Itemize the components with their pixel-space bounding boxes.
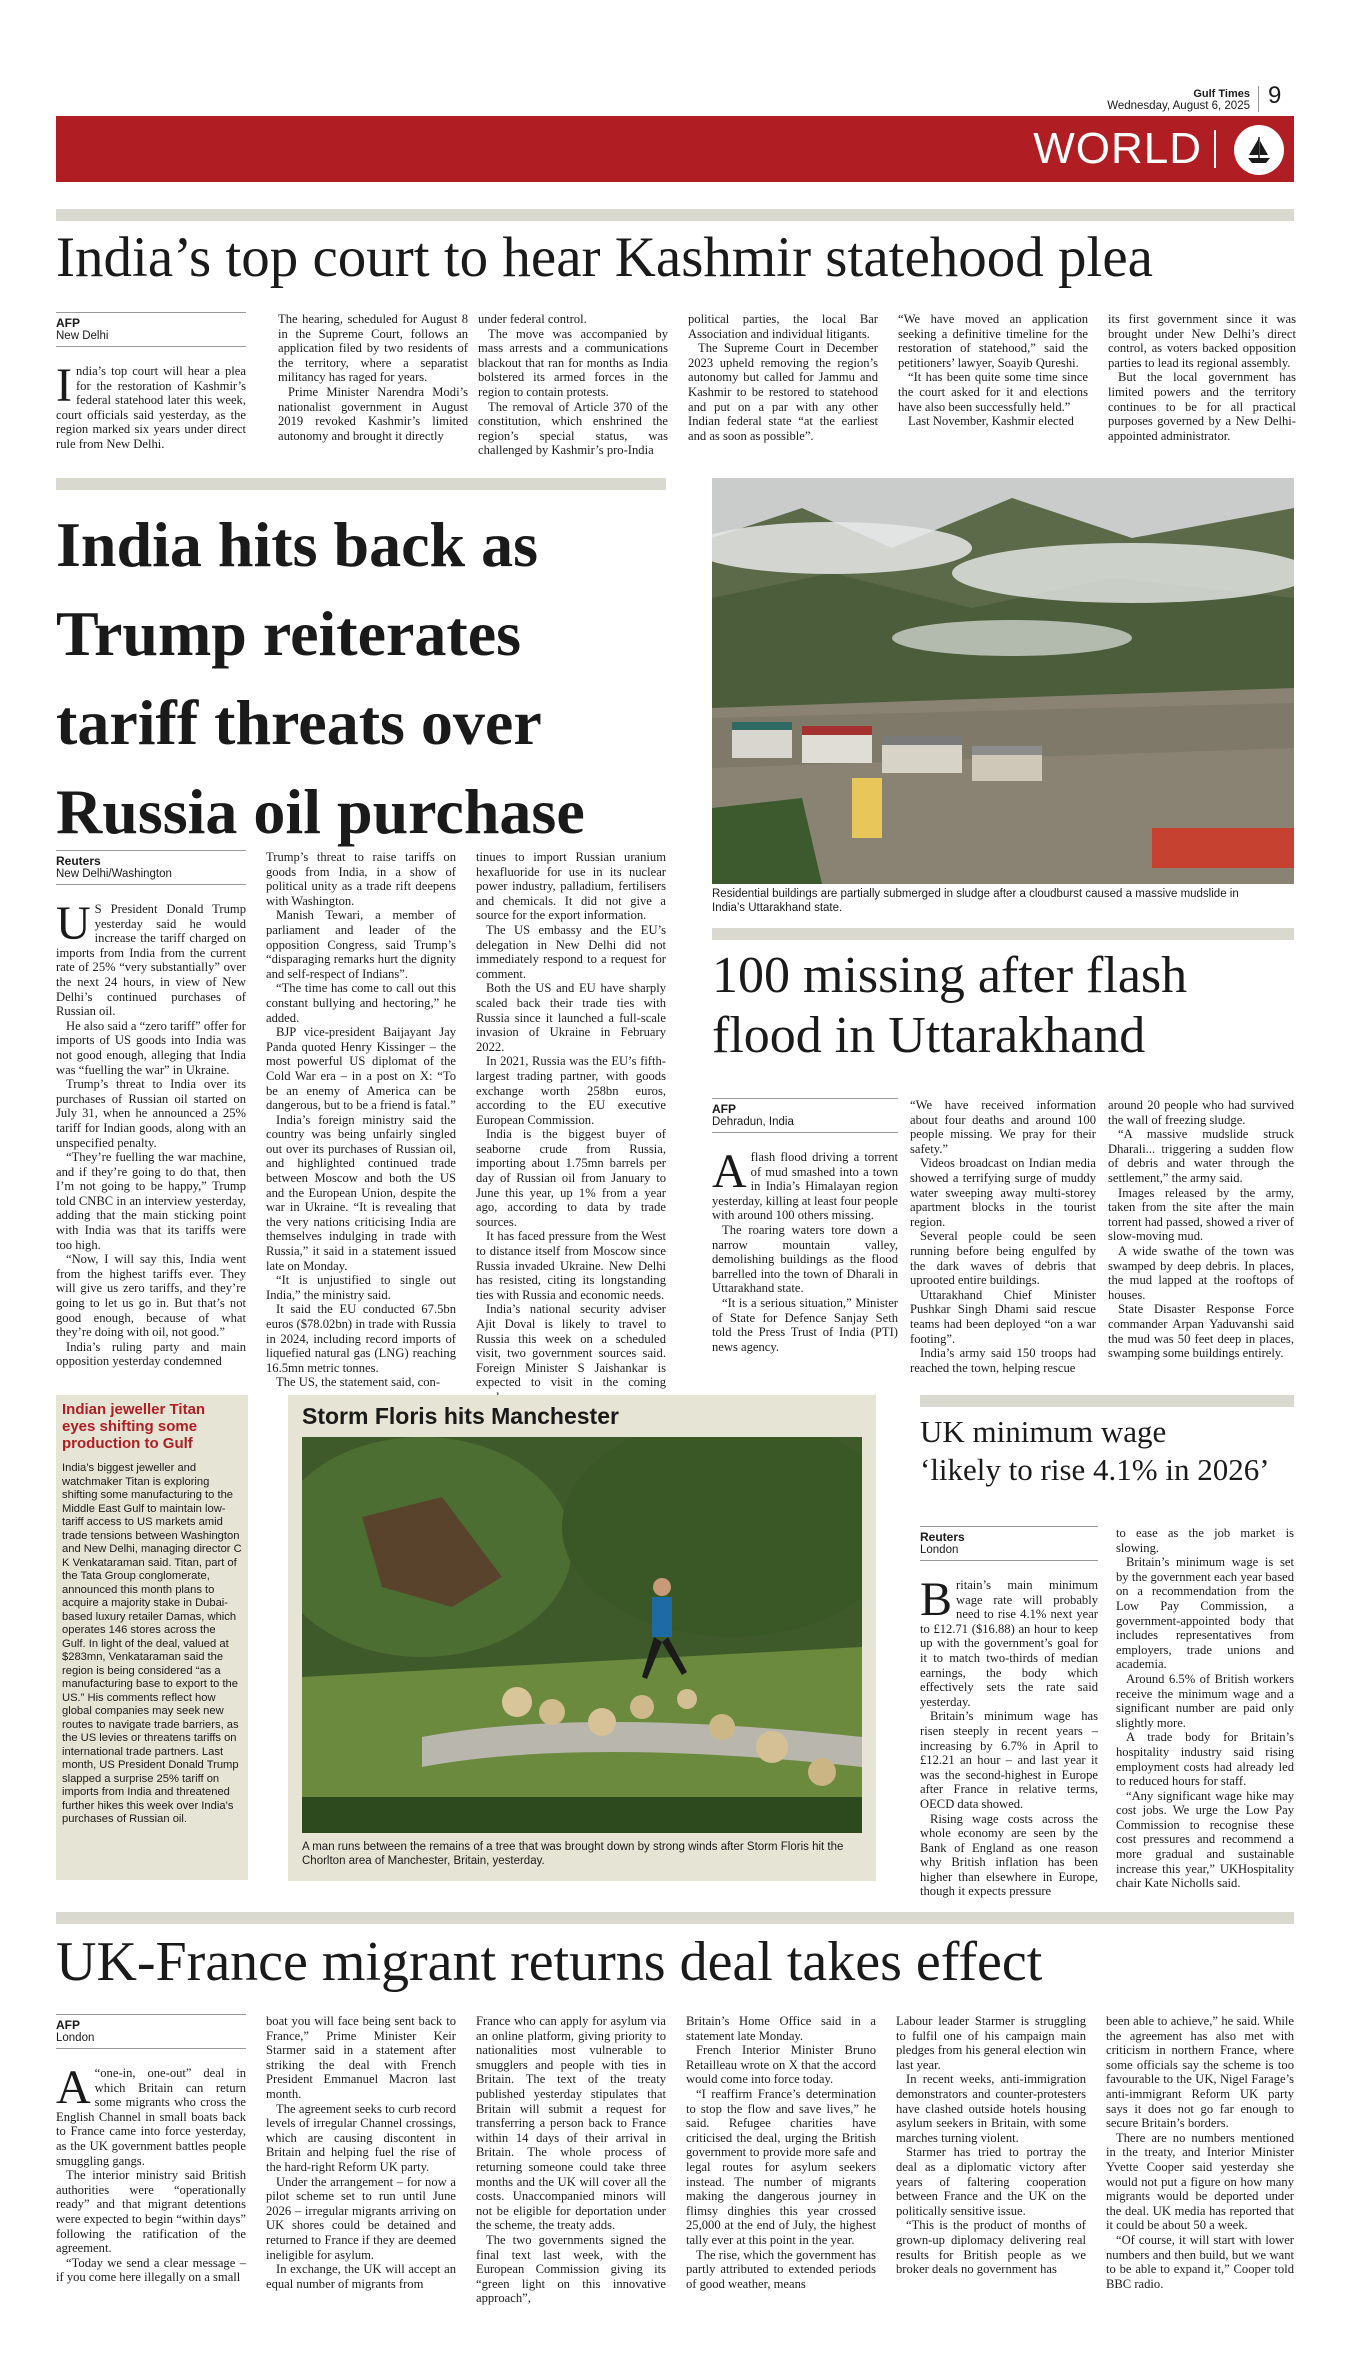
article-column: [56, 2061, 246, 2285]
section-band: [56, 116, 1294, 182]
article-column: [56, 897, 246, 1369]
paragraph: tinues to import Russian uranium hexafluoride for use in its nuclear power industry, palladium, fertilisers and chemicals. It did not give a source for the export information.: [476, 850, 666, 923]
paragraph: The two governments signed the final text last week, with the European Commission giving its “green light on this innovative approach”,: [476, 2232, 666, 2306]
paragraph: The US, the statement said, con-: [276, 1375, 441, 1390]
paragraph: “It is unjustified to single out India,” the ministry said.: [266, 1273, 456, 1302]
paragraph: In exchange, the UK will accept an equal number of migrants from: [266, 2262, 456, 2291]
paragraph: A trade body for Britain’s hospitality industry said rising employment costs had already led to reduced hours for staff.: [1116, 1730, 1294, 1789]
paragraph: But the local government has limited powers and the territory continues to be for all practical purposes governed by a New Delhi-appointed administrator.: [1108, 370, 1296, 443]
article-column: [476, 2014, 666, 2306]
paragraph: “It is a serious situation,” Minister of State for Defence Sanjay Seth told the Press Trust of India (PTI) news agency.: [712, 1295, 898, 1354]
headline-wage: [920, 1413, 1300, 1489]
paragraph: “It has been quite some time since the court asked for it and elections have also been successfully held.”: [898, 370, 1088, 414]
article-column: [1116, 1526, 1294, 1891]
paragraph: BJP vice-president Baijayant Jay Panda quoted Henry Kissinger – the most powerful US diplomat of the Cold War era – in a post on X: “To be an enemy of America can be dangerous, but to be a friend is fatal.”: [266, 1025, 456, 1113]
paragraph: “Of course, it will start with lower numbers and then build, but we want to be able to expand it,” Cooper told BBC radio.: [1106, 2232, 1294, 2291]
paragraph: “The time has come to call out this constant bullying and hectoring,” he added.: [266, 981, 456, 1025]
paragraph: political parties, the local Bar Association and individual litigants.: [688, 312, 878, 341]
paragraph: French Interior Minister Bruno Retailleau wrote on X that the accord would come into force today.: [686, 2043, 876, 2087]
article-column: [910, 1098, 1096, 1375]
article-column: [686, 2014, 876, 2291]
paragraph: The rise, which the government has partly attributed to extended periods of good weather, means: [686, 2247, 876, 2291]
paragraph: The roaring waters tore down a narrow mountain valley, demolishing buildings as the flood barrelled into the town of Dharali in Uttarakhand state.: [712, 1222, 898, 1296]
article-column: [920, 1573, 1098, 1899]
paragraph: Trump’s threat to raise tariffs on goods from India, in a show of political unity as a trade rift deepens with Washington.: [266, 850, 456, 908]
drop-cap: B: [920, 1573, 953, 1626]
byline-agency: Reuters: [920, 1530, 965, 1544]
headline-flood: 100 missing after flash flood in Uttarakhand: [712, 947, 1188, 1064]
article-column: [898, 312, 1088, 429]
paragraph: Uttarakhand Chief Minister Pushkar Singh Dhami said rescue teams had been deployed “on a war footing”.: [910, 1287, 1096, 1346]
article-column: [712, 1145, 898, 1354]
paragraph: The Supreme Court in December 2023 upheld removing the region’s autonomy but called for Jammu and Kashmir to be restored to statehood and put on a par with any other Indian federal state “at the earliest and as soon as possible”.: [688, 341, 878, 443]
section-title: WORLD: [1033, 124, 1202, 173]
paragraph: “Today we send a clear message – if you come here illegally on a small: [56, 2255, 246, 2285]
paragraph: to ease as the job market is slowing.: [1116, 1526, 1294, 1555]
flood-photo-caption: Residential buildings are partially submerged in sludge after a cloudburst caused a massive mudslide in India’s Uttarakhand state.: [712, 888, 1239, 914]
paragraph: its first government since it was brought under New Delhi’s direct control, as voters backed opposition parties to lead its regional assembly.: [1108, 312, 1296, 370]
headline-titan: Indian jeweller Titan eyes shifting some production to Gulf: [62, 1401, 206, 1452]
paragraph: Britain’s minimum wage has risen steeply in recent years – increasing by 6.7% in April to £12.21 an hour – and last year it was the second-highest in Europe after France in relative terms, OECD data showed.: [920, 1709, 1098, 1811]
article-column: [896, 2014, 1086, 2277]
paragraph: It said the EU conducted 67.5bn euros ($78.02bn) in trade with Russia in 2024, including record imports of liquefied natural gas (LNG) reaching 16.5mn metric tonnes.: [266, 1302, 456, 1375]
paragraph: been able to achieve,” he said. While the agreement has also met with criticism in northern France, where some officials say the scheme is too favourable to the UK, Nigel Farage’s anti-immigrant Reform UK party says it does not go far enough to secure Britain’s borders.: [1106, 2014, 1294, 2131]
article-column: [688, 312, 878, 443]
byline-flood: [712, 1098, 898, 1133]
paragraph: boat you will face being sent back to France,” Prime Minister Keir Starmer said in a statement after striking the deal with French President Emmanuel Macron last month.: [266, 2014, 456, 2101]
article-column: [266, 850, 456, 1390]
paragraph: Starmer has tried to portray the deal as a diplomatic victory after years of faltering cooperation between France and the UK on the politically sensitive issue.: [896, 2145, 1086, 2218]
paragraph: Rising wage costs across the whole economy are seen by the Bank of England as one reason why British inflation has been higher than elsewhere in Europe, though it expects pressure: [920, 1811, 1098, 1899]
drop-cap: I: [56, 359, 72, 412]
titan-box: [56, 1395, 248, 1880]
masthead-divider: [1258, 86, 1259, 112]
paragraph: “I reaffirm France’s determination to stop the flow and save lives,” he said. Refugee charities have criticised the deal, urging the British government to provide more safe and legal routes for asylum seekers instead. The number of migrants making the dangerous journey in flimsy dinghies this year crossed 25,000 at the end of July, the highest tally ever at this point in the year.: [686, 2086, 876, 2247]
byline-place: London: [56, 2032, 95, 2044]
paragraph: France who can apply for asylum via an online platform, giving priority to nationalities most vulnerable to smugglers and people with ties in Britain. The text of the treaty published yesterday stipulates that Britain will submit a request for transferring a person back to France within 14 days of their arrival in Britain. The whole process of returning someone could take three months and the UK will cover all the costs. Unaccompanied minors will not be eligible for deportation under the scheme, the treaty adds.: [476, 2014, 666, 2233]
paragraph: ndia’s top court will hear a plea for the restoration of Kashmir’s federal statehood later this week, court officials said yesterday, as the region marked six years under direct rule from New Delhi.: [56, 364, 246, 451]
headline-migrant: UK-France migrant returns deal takes effect: [56, 1931, 1043, 1993]
paragraph: A wide swathe of the town was swamped by deep debris. In places, the mud lapped at the rooftops of houses.: [1108, 1243, 1294, 1302]
paragraph: “one-in, one-out” deal in which Britain can return some migrants who cross the English Channel in small boats back to France came into force yesterday, as the UK government battles people smuggling gangs.: [56, 2066, 246, 2168]
byline-agency: Reuters: [56, 854, 101, 868]
paragraph: India’s foreign ministry said the country was being unfairly singled out over its purchases of Russian oil, and highlighted continued trade between Moscow and both the US and the European Union, despite the war in Ukraine. “It is revealing that the very nations criticising India are themselves indulging in trade with Russia,” it said in a statement issued late on Monday.: [266, 1112, 456, 1273]
paragraph: The interior ministry said British authorities were “operationally ready” and that migrant detentions were expected to begin “within days” following the ratification of the agreement.: [56, 2168, 246, 2256]
paragraph: India’s ruling party and main opposition yesterday condemned: [56, 1339, 246, 1369]
paragraph: The removal of Article 370 of the constitution, which enshrined the region’s special status, was challenged by Kashmir’s pro-India: [478, 399, 668, 458]
paragraph: Trump’s threat to India over its purchases of Russian oil started on July 31, when he announced a 25% tariff for Indian goods, along with an unspecified penalty.: [56, 1077, 246, 1150]
paragraph: Britain’s Home Office said in a statement late Monday.: [686, 2014, 876, 2043]
paragraph: Manish Tewari, a member of parliament and leader of the opposition Congress, said Trump’s “disparaging remarks hurt the dignity and self-respect of Indians”.: [266, 908, 456, 981]
article-column: [56, 359, 246, 452]
paragraph: The move was accompanied by mass arrests and a communications blackout that ran for months as India bolstered its armed forces in the region to contain protests.: [478, 326, 668, 399]
headline-wage-line-1: UK minimum wage: [920, 1414, 1167, 1449]
paragraph: In 2021, Russia was the EU’s fifth-largest trading partner, with goods exchange worth 258bn euros, according to the EU executive European Commission.: [476, 1054, 666, 1127]
section-divider: [1214, 130, 1216, 168]
byline-migrant: [56, 2014, 246, 2049]
paragraph: Both the US and EU have sharply scaled back their trade ties with Russia since it launched a full-scale invasion of Ukraine in February 2022.: [476, 981, 666, 1054]
byline-agency: AFP: [712, 1102, 736, 1116]
storm-photo-caption: A man runs between the remains of a tree that was brought down by strong winds after Storm Floris hit the Chorlton area of Manchester, Britain, yesterday.: [302, 1841, 844, 1867]
paragraph: India’s army said 150 troops had reached the town, helping rescue: [910, 1346, 1096, 1375]
article-column: [476, 850, 666, 1405]
byline-place: London: [920, 1544, 959, 1556]
headline-storm: Storm Floris hits Manchester: [302, 1403, 619, 1429]
paragraph: Britain’s minimum wage is set by the government each year based on a recommendation from the Low Pay Commission, a government-appointed body that includes representatives from employers, trade unions and academia.: [1116, 1555, 1294, 1672]
paragraph: Under the arrangement – for now a pilot scheme set to run until June 2026 – irregular migrants arriving on UK shores could be detained and returned to France if they are deemed ineligible for asylum.: [266, 2174, 456, 2262]
article-column: [478, 312, 668, 458]
paragraph: India is the biggest buyer of seaborne crude from Russia, importing about 1.75mn barrels per day of Russian oil from January to June this year, up 1% from a year ago, according to data by trade sources.: [476, 1127, 666, 1229]
headline-kashmir: India’s top court to hear Kashmir statehood plea: [56, 226, 1153, 289]
flood-photo: [712, 478, 1294, 884]
grey-rule: [56, 209, 1294, 221]
article-column: [1108, 312, 1296, 443]
byline-place: New Delhi/Washington: [56, 868, 172, 880]
grey-rule: [56, 1912, 1294, 1924]
byline-agency: AFP: [56, 316, 80, 330]
paragraph: “We have moved an application seeking a definitive timeline for the restoration of statehood,” said the petitioners’ lawyer, Soayib Qureshi.: [898, 312, 1088, 370]
paragraph: “Now, I will say this, India went from the highest tariffs ever. They will give us zero tariffs, and they’re going to let us go in. But that’s not good enough, because of what they’re doing with oil, not good.”: [56, 1252, 246, 1340]
grey-rule: [56, 478, 666, 490]
article-column: [1106, 2014, 1294, 2291]
article-column: [266, 2014, 456, 2291]
paragraph: “They’re fuelling the war machine, and if they’re going to do that, then I’m not going to be happy,” Trump told CNBC in an interview yesterday, adding that the main sticking point with India was that its tariffs were too high.: [56, 1150, 246, 1252]
byline-kashmir: [56, 312, 246, 347]
byline-place: Dehradun, India: [712, 1116, 794, 1128]
paragraph: Videos broadcast on Indian media showed a terrifying surge of muddy water sweeping away multi-storey apartment blocks in the tourist region.: [910, 1156, 1096, 1229]
article-column: [278, 312, 468, 443]
paragraph: “Any significant wage hike may cost jobs. We urge the Low Pay Commission to recognise these cost pressures and recommend a more gradual and sustainable increase this year,” UKHospitality chair Kate Nicholls said.: [1116, 1788, 1294, 1891]
paragraph: “A massive mudslide struck Dharali... triggering a sudden flow of debris and water through the settlement,” the army said.: [1108, 1127, 1294, 1185]
page-number: 9: [1268, 82, 1282, 109]
paragraph: India’s national security adviser Ajit Doval is likely to travel to Russia this week on a scheduled visit, two government sources said. Foreign Minister S Jaishankar is expected to visit in the coming: [476, 1302, 666, 1390]
paragraph: S President Donald Trump yesterday said he would increase the tariff charged on imports from India from the current rate of 25% “very substantially” over the next 24 hours, in view of New Delhi’s continued purchases of Russian oil.: [56, 902, 246, 1019]
paragraph: The US embassy and the EU’s delegation in New Delhi did not immediately respond to a request for comment.: [476, 922, 666, 981]
storm-box: [288, 1395, 876, 1881]
drop-cap: A: [712, 1145, 747, 1198]
drop-cap: U: [56, 897, 91, 950]
paragraph: Images released by the army, taken from the site after the main torrent had passed, showed a river of slow-moving mud.: [1108, 1185, 1294, 1244]
masthead-paper-name: Gulf Times: [1193, 88, 1250, 100]
paragraph: India’s biggest jeweller and watchmaker Titan is exploring shifting some manufacturing to the Middle East Gulf to maintain low-tariff access to US markets amid trade tensions between Washington and New Delhi, managing director C K Venkataraman said. Titan, part of the Tata Group conglomerate, announced this month plans to acquire a majority stake in Dubai-based luxury retailer Damas, which operates 146 stores across the Gulf. In light of the deal, valued at $283mn, Venkataraman said the region is being considered “as a manufacturing base to export to the US.” His comments reflect how global companies may seek new routes to navigate trade barriers, as the US levies or threatens tariffs on international trade partners. Last month, US President Donald Trump slapped a surprise 25% tariff on imports from India and threatened further hikes this week over India’s purchases of Russian oil.: [62, 1462, 242, 1825]
paragraph: flash flood driving a torrent of mud smashed into a town in India’s Himalayan region yesterday, killing at least four people with around 100 others missing.: [712, 1150, 898, 1223]
byline-wage: [920, 1526, 1098, 1561]
storm-photo: [302, 1437, 862, 1833]
headline-tariff: India hits back as Trump reiterates tariff threats over Russia oil purchase: [56, 509, 585, 847]
drop-cap: A: [56, 2061, 91, 2114]
byline-agency: AFP: [56, 2018, 80, 2032]
paragraph: Several people could be seen running before being engulfed by the dark waves of debris that uprooted entire buildings.: [910, 1229, 1096, 1288]
masthead-date: Wednesday, August 6, 2025: [1107, 100, 1250, 112]
paragraph: State Disaster Response Force commander Arpan Yaduvanshi said the mud was 50 feet deep in places, swamping some buildings entirely.: [1108, 1302, 1294, 1361]
paragraph: under federal control.: [478, 312, 587, 326]
paragraph: It has faced pressure from the West to distance itself from Moscow since Russia invaded Ukraine. New Delhi has resisted, citing its longstanding ties with Russia and economic needs.: [476, 1229, 666, 1302]
paragraph: Labour leader Starmer is struggling to fulfil one of his campaign main pledges from his general election win last year.: [896, 2014, 1086, 2072]
paragraph: “This is the product of months of grown-up diplomacy delivering real results for British people as we broker deals no government has: [896, 2218, 1086, 2277]
headline-wage-line-2: ‘likely to rise 4.1% in 2026’: [920, 1452, 1270, 1487]
paragraph: ritain’s main minimum wage rate will probably need to rise 4.1% next year to £12.71 ($16.88) an hour to keep up with the government’s goal for it to match two-thirds of median earnings, the body which effectively sets the rate said yesterday.: [920, 1578, 1098, 1709]
paragraph: He also said a “zero tariff” offer for imports of US goods into India was not good enough, alleging that India was “fuelling the war” in Ukraine.: [56, 1018, 246, 1077]
grey-rule: [920, 1395, 1294, 1407]
article-column: [1108, 1098, 1294, 1361]
paragraph: There are no numbers mentioned in the treaty, and Interior Minister Yvette Cooper said yesterday she would not put a figure on how many migrants would be deported under the deal. UK media has reported that it could be about 50 a week.: [1106, 2130, 1294, 2233]
paragraph: “We have received information about four deaths and around 100 people missing. We pray for their safety.”: [910, 1098, 1096, 1156]
byline-tariff: [56, 850, 246, 885]
grey-rule: [712, 928, 1294, 940]
paragraph: In recent weeks, anti-immigration demonstrators and counter-protesters have clashed outside hotels housing asylum seekers in Britain, with some marches turning violent.: [896, 2072, 1086, 2145]
dhow-icon: [1234, 125, 1284, 175]
paragraph: Last November, Kashmir elected: [908, 414, 1074, 429]
paragraph: Around 6.5% of British workers receive the minimum wage and a significant number are paid only slightly more.: [1116, 1671, 1294, 1730]
paragraph: Prime Minister Narendra Modi’s nationalist government in August 2019 revoked Kashmir’s limited autonomy and brought it directly: [278, 384, 468, 443]
byline-place: New Delhi: [56, 330, 109, 342]
paragraph: around 20 people who had survived the wall of freezing sludge.: [1108, 1098, 1294, 1127]
paragraph: The agreement seeks to curb record levels of irregular Channel crossings, which are causing discontent in Britain and helping fuel the rise of the hard-right Reform UK party.: [266, 2101, 456, 2174]
paragraph: The hearing, scheduled for August 8 in the Supreme Court, follows an application filed by two residents of the territory, where a separatist militancy has raged for years.: [278, 312, 468, 385]
